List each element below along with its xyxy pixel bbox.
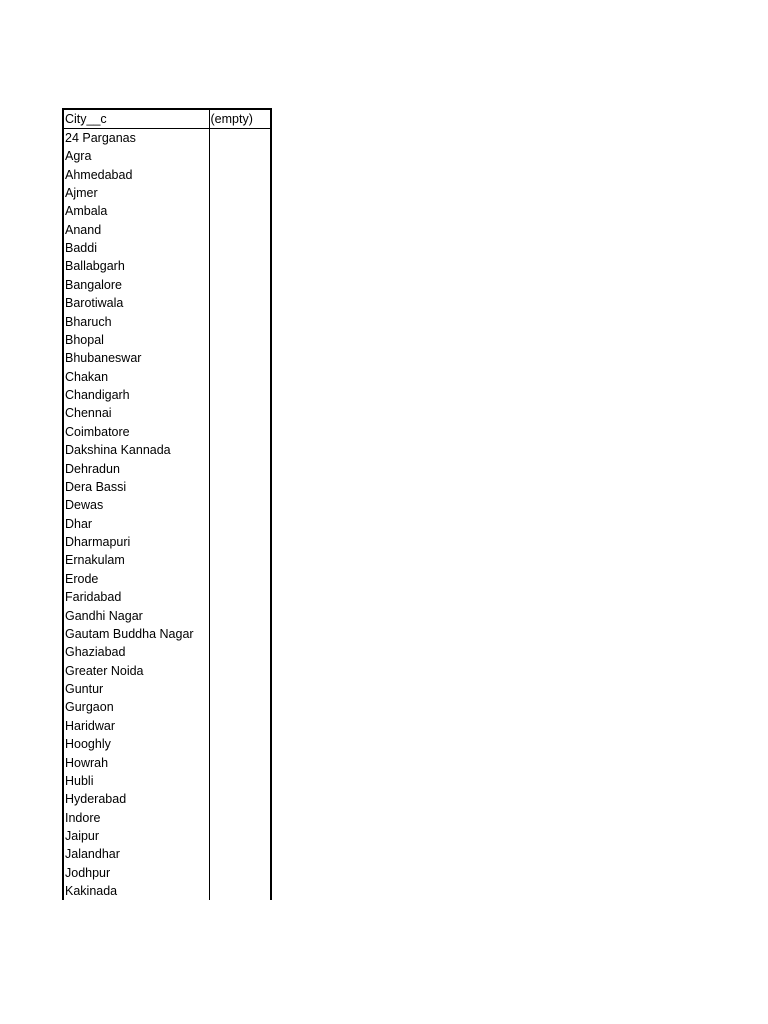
city-cell[interactable]: Chakan xyxy=(63,368,209,386)
empty-value-cell[interactable] xyxy=(209,551,271,569)
empty-value-cell[interactable] xyxy=(209,404,271,422)
empty-value-cell[interactable] xyxy=(209,239,271,257)
table-row xyxy=(63,864,271,882)
empty-value-cell[interactable] xyxy=(209,202,271,220)
city-cell[interactable]: Dera Bassi xyxy=(63,478,209,496)
table-row xyxy=(63,331,271,349)
city-cell[interactable]: Haridwar xyxy=(63,717,209,735)
city-cell[interactable]: Ghaziabad xyxy=(63,643,209,661)
city-cell[interactable]: Chennai xyxy=(63,404,209,422)
empty-value-cell[interactable] xyxy=(209,809,271,827)
empty-value-cell[interactable] xyxy=(209,827,271,845)
empty-value-cell[interactable] xyxy=(209,441,271,459)
table-row xyxy=(63,643,271,661)
table-row xyxy=(63,368,271,386)
pivot-table xyxy=(62,108,272,900)
city-cell[interactable]: Howrah xyxy=(63,753,209,771)
table-row xyxy=(63,165,271,183)
city-cell[interactable]: Coimbatore xyxy=(63,423,209,441)
table-row xyxy=(63,349,271,367)
table-row xyxy=(63,404,271,422)
table-row xyxy=(63,551,271,569)
table-row xyxy=(63,772,271,790)
empty-value-cell[interactable] xyxy=(209,845,271,863)
table-row xyxy=(63,459,271,477)
empty-value-cell[interactable] xyxy=(209,331,271,349)
city-cell[interactable]: Ajmer xyxy=(63,184,209,202)
city-cell[interactable]: Bangalore xyxy=(63,276,209,294)
table-row xyxy=(63,239,271,257)
table-row xyxy=(63,515,271,533)
table-row xyxy=(63,184,271,202)
empty-value-cell[interactable] xyxy=(209,515,271,533)
empty-value-cell[interactable] xyxy=(209,882,271,900)
table-row xyxy=(63,662,271,680)
table-row xyxy=(63,257,271,275)
table-row xyxy=(63,827,271,845)
city-cell[interactable]: Jaipur xyxy=(63,827,209,845)
city-cell[interactable]: Bhubaneswar xyxy=(63,349,209,367)
empty-value-cell[interactable] xyxy=(209,276,271,294)
table-row xyxy=(63,221,271,239)
city-cell[interactable]: 24 Parganas xyxy=(63,129,209,148)
empty-value-cell[interactable] xyxy=(209,588,271,606)
table-row xyxy=(63,533,271,551)
table-row xyxy=(63,478,271,496)
table-row xyxy=(63,386,271,404)
empty-value-cell[interactable] xyxy=(209,772,271,790)
table-header xyxy=(63,109,271,129)
empty-value-cell[interactable] xyxy=(209,478,271,496)
table-row xyxy=(63,753,271,771)
table-row xyxy=(63,312,271,330)
empty-value-cell[interactable] xyxy=(209,129,271,148)
city-cell[interactable]: Ambala xyxy=(63,202,209,220)
table-row xyxy=(63,423,271,441)
city-cell[interactable]: Dewas xyxy=(63,496,209,514)
empty-value-cell[interactable] xyxy=(209,147,271,165)
empty-value-cell[interactable] xyxy=(209,753,271,771)
table-row xyxy=(63,845,271,863)
city-cell[interactable]: Gautam Buddha Nagar xyxy=(63,625,209,643)
empty-value-cell[interactable] xyxy=(209,680,271,698)
table-body xyxy=(63,129,271,901)
empty-value-cell[interactable] xyxy=(209,698,271,716)
city-cell[interactable]: Erode xyxy=(63,570,209,588)
empty-value-cell[interactable] xyxy=(209,221,271,239)
table-row xyxy=(63,276,271,294)
empty-value-cell[interactable] xyxy=(209,606,271,624)
table-row xyxy=(63,129,271,148)
table-row xyxy=(63,588,271,606)
city-cell[interactable]: Dakshina Kannada xyxy=(63,441,209,459)
city-cell[interactable]: Jalandhar xyxy=(63,845,209,863)
table-row xyxy=(63,202,271,220)
header-city[interactable]: City__c xyxy=(63,109,209,129)
table-row xyxy=(63,294,271,312)
empty-value-cell[interactable] xyxy=(209,533,271,551)
city-cell[interactable]: Bharuch xyxy=(63,312,209,330)
city-cell[interactable]: Ahmedabad xyxy=(63,165,209,183)
city-cell[interactable]: Jodhpur xyxy=(63,864,209,882)
empty-value-cell[interactable] xyxy=(209,864,271,882)
empty-value-cell[interactable] xyxy=(209,294,271,312)
city-cell[interactable]: Gandhi Nagar xyxy=(63,606,209,624)
empty-value-cell[interactable] xyxy=(209,368,271,386)
city-cell[interactable]: Guntur xyxy=(63,680,209,698)
header-row xyxy=(63,109,271,129)
empty-value-cell[interactable] xyxy=(209,349,271,367)
empty-value-cell[interactable] xyxy=(209,570,271,588)
city-cell[interactable]: Hubli xyxy=(63,772,209,790)
empty-value-cell[interactable] xyxy=(209,496,271,514)
city-cell[interactable]: Dhar xyxy=(63,515,209,533)
city-cell[interactable]: Barotiwala xyxy=(63,294,209,312)
city-cell[interactable]: Faridabad xyxy=(63,588,209,606)
empty-value-cell[interactable] xyxy=(209,459,271,477)
city-cell[interactable]: Hooghly xyxy=(63,735,209,753)
city-cell[interactable]: Baddi xyxy=(63,239,209,257)
city-cell[interactable]: Ballabgarh xyxy=(63,257,209,275)
city-cell[interactable]: Indore xyxy=(63,809,209,827)
empty-value-cell[interactable] xyxy=(209,643,271,661)
city-cell[interactable]: Chandigarh xyxy=(63,386,209,404)
empty-value-cell[interactable] xyxy=(209,257,271,275)
city-cell[interactable]: Dehradun xyxy=(63,459,209,477)
empty-value-cell[interactable] xyxy=(209,717,271,735)
empty-value-cell[interactable] xyxy=(209,625,271,643)
city-cell[interactable]: Anand xyxy=(63,221,209,239)
city-cell[interactable]: Ernakulam xyxy=(63,551,209,569)
city-cell[interactable]: Bhopal xyxy=(63,331,209,349)
table-row xyxy=(63,441,271,459)
empty-value-cell[interactable] xyxy=(209,312,271,330)
table-row xyxy=(63,147,271,165)
table-row xyxy=(63,735,271,753)
city-cell[interactable]: Kakinada xyxy=(63,882,209,900)
empty-value-cell[interactable] xyxy=(209,662,271,680)
table-row xyxy=(63,790,271,808)
city-cell[interactable]: Gurgaon xyxy=(63,698,209,716)
header-empty[interactable]: (empty) xyxy=(209,109,271,129)
table-row xyxy=(63,680,271,698)
city-cell[interactable]: Agra xyxy=(63,147,209,165)
table-row xyxy=(63,809,271,827)
table-row xyxy=(63,496,271,514)
table-row xyxy=(63,625,271,643)
table-row xyxy=(63,570,271,588)
empty-value-cell[interactable] xyxy=(209,423,271,441)
table-row xyxy=(63,698,271,716)
empty-value-cell[interactable] xyxy=(209,735,271,753)
table-row xyxy=(63,717,271,735)
city-cell[interactable]: Greater Noida xyxy=(63,662,209,680)
empty-value-cell[interactable] xyxy=(209,165,271,183)
table-row xyxy=(63,882,271,900)
table-row xyxy=(63,606,271,624)
empty-value-cell[interactable] xyxy=(209,790,271,808)
empty-value-cell[interactable] xyxy=(209,184,271,202)
city-cell[interactable]: Hyderabad xyxy=(63,790,209,808)
empty-value-cell[interactable] xyxy=(209,386,271,404)
city-cell[interactable]: Dharmapuri xyxy=(63,533,209,551)
